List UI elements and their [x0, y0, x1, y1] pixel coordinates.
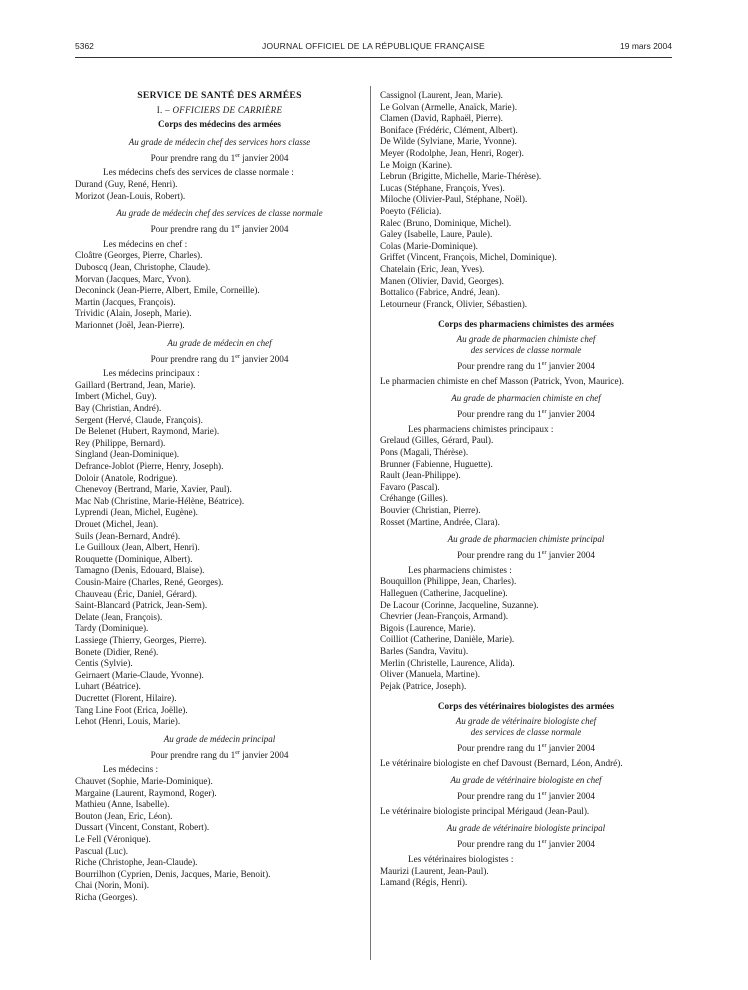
- name-list: [380, 866, 672, 889]
- person-entry: Le Guilloux (Jean, Albert, Henri).: [75, 542, 200, 553]
- person-entry: Rouquette (Dominique, Albert).: [75, 553, 193, 564]
- person-entry: Créhange (Gilles).: [380, 493, 448, 504]
- person-entry: Oliver (Manuela, Martine).: [380, 669, 481, 680]
- person-entry: De Lacour (Corinne, Jacqueline, Suzanne).: [380, 599, 539, 610]
- person-entry: Bourrilhon (Cyprien, Denis, Jacques, Marie, Benoit).: [75, 868, 271, 879]
- person-entry: Doloir (Anatole, Rodrigue).: [75, 472, 178, 483]
- column-divider: [370, 86, 371, 960]
- person-entry: Richa (Georges).: [75, 891, 138, 902]
- grade-heading: Au grade de pharmacien chimiste principal: [447, 534, 605, 545]
- person-entry: Meyer (Rodolphe, Jean, Henri, Roger).: [380, 147, 524, 158]
- rang-line: Pour prendre rang du 1er janvier 2004: [457, 742, 595, 753]
- person-entry: Ducrettet (Florent, Hilaire).: [75, 692, 177, 703]
- person-entry: Lassiege (Thierry, Georges, Pierre).: [75, 634, 207, 645]
- person-entry: Pons (Magali, Thérèse).: [380, 446, 469, 457]
- person-entry: Lebrun (Brigitte, Michelle, Marie-Thérèse).: [380, 171, 542, 182]
- person-entry: Manen (Olivier, David, Georges).: [380, 275, 504, 286]
- left-column: [75, 90, 364, 903]
- rang-line: Pour prendre rang du 1er janvier 2004: [150, 224, 289, 235]
- name-list: [380, 435, 672, 528]
- corps-title-pharmaciens: Corps des pharmaciens chimistes des armées: [438, 319, 614, 330]
- person-entry: Brunner (Fabienne, Huguette).: [380, 458, 493, 469]
- person-entry: Cousin-Maire (Charles, René, Georges).: [75, 576, 224, 587]
- appointment-text: Le vétérinaire biologiste principal Mérigaud (Jean-Paul).: [380, 805, 590, 816]
- person-entry: Delate (Jean, François).: [75, 611, 163, 622]
- name-list: [380, 90, 672, 310]
- person-entry: Bouquillon (Philippe, Jean, Charles).: [380, 576, 517, 587]
- issue-date: 19 mars 2004: [620, 41, 672, 51]
- appointment-text: Le pharmacien chimiste en chef Masson (Patrick, Yvon, Maurice).: [380, 375, 624, 386]
- person-entry: Mac Nab (Christine, Marie-Hélène, Béatrice).: [75, 495, 245, 506]
- grade-heading: Au grade de vétérinaire biologiste chef: [455, 715, 597, 726]
- person-entry: Colas (Marie-Dominique).: [380, 240, 478, 251]
- person-entry: Martin (Jacques, François).: [75, 296, 176, 307]
- person-entry: Letourneur (Franck, Olivier, Sébastien).: [380, 298, 528, 309]
- person-entry: Ralec (Bruno, Dominique, Michel).: [380, 217, 512, 228]
- page-number: 5362: [75, 41, 94, 51]
- person-entry: Drouet (Michel, Jean).: [75, 519, 159, 529]
- name-list: [75, 250, 364, 331]
- person-entry: Lucas (Stéphane, François, Yves).: [380, 182, 505, 193]
- section-subtitle: [75, 105, 364, 117]
- name-list: [75, 179, 364, 202]
- person-entry: Halleguen (Catherine, Jacqueline).: [380, 587, 508, 598]
- person-entry: Tardy (Dominique).: [75, 623, 149, 634]
- person-entry: Centis (Sylvie).: [75, 658, 133, 669]
- person-entry: Bay (Christian, André).: [75, 403, 162, 414]
- person-entry: Dussart (Vincent, Constant, Robert).: [75, 822, 210, 833]
- person-entry: Morizot (Jean-Louis, Robert).: [75, 190, 186, 201]
- person-entry: Lehot (Henri, Louis, Marie).: [75, 716, 181, 727]
- person-entry: Chenevoy (Bertrand, Marie, Xavier, Paul).: [75, 484, 232, 495]
- person-entry: Lamand (Régis, Henri).: [380, 877, 468, 888]
- appointment-text: Le vétérinaire biologiste en chef Davoust (Bernard, Léon, André).: [380, 757, 623, 768]
- person-entry: Grelaud (Gilles, Gérard, Paul).: [380, 435, 494, 446]
- grade-heading: Au grade de médecin en chef: [167, 337, 272, 348]
- person-entry: Duboscq (Jean, Christophe, Claude).: [75, 262, 211, 273]
- person-entry: Deconinck (Jean-Pierre, Albert, Emile, Corneille).: [75, 285, 260, 296]
- person-entry: De Wilde (Sylviane, Marie, Yvonne).: [380, 136, 517, 147]
- person-entry: Defrance-Joblot (Pierre, Henry, Joseph).: [75, 461, 224, 472]
- person-entry: Rosset (Martine, Andrée, Clara).: [380, 516, 500, 527]
- person-entry: Griffet (Vincent, François, Michel, Dominique).: [380, 252, 557, 263]
- person-entry: Miloche (Olivier-Paul, Stéphane, Noël).: [380, 194, 528, 205]
- journal-title: JOURNAL OFFICIEL DE LA RÉPUBLIQUE FRANÇAISE: [262, 41, 485, 51]
- person-entry: Rault (Jean-Philippe).: [380, 470, 461, 481]
- rang-line: Pour prendre rang du 1er janvier 2004: [150, 353, 289, 364]
- grade-heading: Au grade de médecin chef des services hors classe: [128, 136, 311, 147]
- subtitle-text: OFFICIERS DE CARRIÈRE: [172, 104, 283, 115]
- person-entry: Clamen (David, Raphaël, Pierre).: [380, 113, 503, 124]
- person-entry: Gaillard (Bertrand, Jean, Marie).: [75, 379, 196, 390]
- person-entry: Luhart (Béatrice).: [75, 681, 141, 692]
- person-entry: Imbert (Michel, Guy).: [75, 391, 157, 402]
- grade-heading: Au grade de médecin chef des services de classe normale: [116, 208, 323, 219]
- person-entry: Cloâtre (Georges, Pierre, Charles).: [75, 250, 203, 261]
- person-entry: Pascual (Luc).: [75, 845, 129, 856]
- rang-line: Pour prendre rang du 1er janvier 2004: [457, 791, 595, 802]
- corps-title-veterinaires: Corps des vétérinaires biologistes des armées: [437, 701, 615, 712]
- list-intro: Les médecins en chef :: [103, 238, 188, 249]
- list-intro: Les médecins chefs des services de classe normale :: [103, 167, 294, 178]
- list-intro: Les médecins principaux :: [103, 368, 200, 379]
- person-entry: Trividic (Alain, Joseph, Marie).: [75, 308, 192, 319]
- header-rule: [75, 57, 672, 58]
- rang-line: Pour prendre rang du 1er janvier 2004: [150, 749, 289, 760]
- person-entry: Coilliot (Catherine, Danièle, Marie).: [380, 634, 515, 645]
- person-entry: Le Fell (Véronique).: [75, 833, 151, 844]
- grade-heading: Au grade de pharmacien chimiste en chef: [451, 393, 601, 404]
- person-entry: Marionnet (Joël, Jean-Pierre).: [75, 320, 185, 331]
- person-entry: Poeyto (Félicia).: [380, 205, 442, 216]
- person-entry: Tang Line Foot (Erica, Joëlle).: [75, 704, 188, 715]
- list-intro: Les vétérinaires biologistes :: [408, 854, 514, 865]
- grade-heading-line2: des services de classe normale: [470, 344, 582, 355]
- subtitle-number: I. –: [156, 104, 170, 115]
- person-entry: Margaine (Laurent, Raymond, Roger).: [75, 787, 217, 798]
- person-entry: Maurizi (Laurent, Jean-Paul).: [380, 865, 489, 876]
- right-column: [380, 90, 672, 889]
- grade-heading-line2: des services de classe normale: [470, 726, 582, 737]
- rang-line: Pour prendre rang du 1er janvier 2004: [457, 360, 595, 371]
- name-list: [380, 576, 672, 692]
- page-header: [75, 41, 672, 55]
- person-entry: Barles (Sandra, Vavitu).: [380, 645, 469, 656]
- person-entry: Riche (Christophe, Jean-Claude).: [75, 857, 198, 868]
- name-list: [75, 776, 364, 904]
- person-entry: Galey (Isabelle, Laure, Paule).: [380, 229, 493, 240]
- person-entry: Rey (Philippe, Bernard).: [75, 437, 166, 448]
- person-entry: De Belenet (Hubert, Raymond, Marie).: [75, 426, 220, 437]
- person-entry: Merlin (Christelle, Laurence, Alida).: [380, 657, 515, 668]
- person-entry: Bouton (Jean, Eric, Léon).: [75, 810, 173, 821]
- person-entry: Saint-Blancard (Patrick, Jean-Sem).: [75, 600, 208, 611]
- person-entry: Pejak (Patrice, Joseph).: [380, 680, 467, 691]
- grade-heading: Au grade de vétérinaire biologiste en chef: [450, 775, 602, 786]
- rang-line: Pour prendre rang du 1er janvier 2004: [457, 550, 595, 561]
- person-entry: Favaro (Pascal).: [380, 481, 440, 492]
- person-entry: Sergent (Hervé, Claude, François).: [75, 414, 203, 425]
- section-title: SERVICE DE SANTÉ DES ARMÉES: [137, 90, 302, 101]
- person-entry: Tamagno (Denis, Edouard, Blaise).: [75, 565, 205, 576]
- person-entry: Boniface (Frédéric, Clément, Albert).: [380, 124, 518, 135]
- person-entry: Mathieu (Anne, Isabelle).: [75, 799, 170, 810]
- person-entry: Morvan (Jacques, Marc, Yvon).: [75, 273, 192, 284]
- person-entry: Chevrier (Jean-François, Armand).: [380, 611, 509, 622]
- rang-line: Pour prendre rang du 1er janvier 2004: [457, 839, 595, 850]
- person-entry: Cassignol (Laurent, Jean, Marie).: [380, 90, 503, 100]
- person-entry: Singland (Jean-Dominique).: [75, 449, 180, 460]
- list-intro: Les médecins :: [103, 764, 159, 775]
- person-entry: Chatelain (Eric, Jean, Yves).: [380, 263, 485, 274]
- person-entry: Bigois (Laurence, Marie).: [380, 622, 476, 633]
- person-entry: Le Golvan (Armelle, Anaïck, Marie).: [380, 101, 517, 112]
- grade-heading: Au grade de pharmacien chimiste chef: [456, 333, 596, 344]
- person-entry: Bouvier (Christian, Pierre).: [380, 504, 481, 515]
- corps-title-medecins: Corps des médecins des armées: [158, 119, 281, 130]
- name-list: [75, 380, 364, 728]
- list-intro: Les pharmaciens chimistes principaux :: [408, 423, 554, 434]
- grade-heading: Au grade de médecin principal: [163, 733, 276, 744]
- person-entry: Le Moign (Karine).: [380, 159, 453, 170]
- person-entry: Geirnaert (Marie-Claude, Yvonne).: [75, 669, 204, 680]
- person-entry: Bonete (Didier, René).: [75, 646, 159, 657]
- person-entry: Chauveau (Éric, Daniel, Gérard).: [75, 588, 197, 599]
- person-entry: Bottalico (Fabrice, André, Jean).: [380, 287, 500, 298]
- person-entry: Lyprendi (Jean, Michel, Eugène).: [75, 507, 198, 518]
- rang-line: Pour prendre rang du 1er janvier 2004: [150, 152, 289, 163]
- rang-line: Pour prendre rang du 1er janvier 2004: [457, 409, 595, 420]
- person-entry: Durand (Guy, René, Henri).: [75, 179, 178, 190]
- list-intro: Les pharmaciens chimistes :: [408, 564, 512, 575]
- grade-heading: Au grade de vétérinaire biologiste principal: [446, 823, 606, 834]
- person-entry: Suils (Jean-Bernard, André).: [75, 530, 181, 541]
- person-entry: Chai (Norin, Moni).: [75, 880, 150, 891]
- person-entry: Chauvet (Sophie, Marie-Dominique).: [75, 775, 213, 786]
